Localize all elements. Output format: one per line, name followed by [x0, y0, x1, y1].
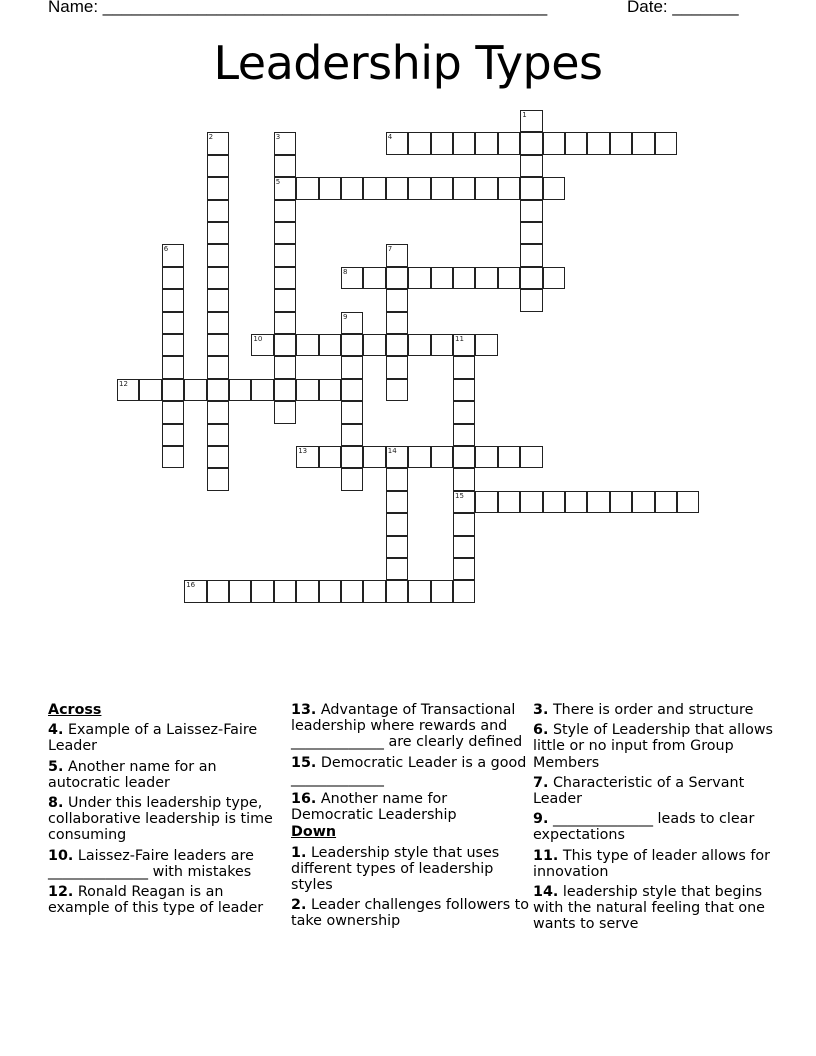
- grid-cell[interactable]: [386, 558, 408, 580]
- grid-cell[interactable]: [341, 468, 363, 490]
- clue-down-1: 1. Leadership style that uses different types of leadership styles: [291, 844, 500, 894]
- grid-cell[interactable]: [162, 424, 184, 446]
- clue-down-9: 9. ______________ leads to clear expectations: [533, 811, 755, 844]
- grid-cell[interactable]: [363, 177, 385, 199]
- grid-cell[interactable]: [363, 334, 385, 356]
- grid-cell[interactable]: [386, 446, 408, 468]
- grid-cell[interactable]: [475, 334, 497, 356]
- clue-number: 6: [163, 245, 169, 254]
- grid-cell[interactable]: [341, 312, 363, 334]
- grid-cell[interactable]: [453, 379, 475, 401]
- grid-cell[interactable]: [207, 580, 229, 602]
- grid-cell[interactable]: [610, 132, 632, 154]
- grid-cell[interactable]: [162, 334, 184, 356]
- grid-cell[interactable]: [207, 334, 229, 356]
- grid-cell[interactable]: [207, 424, 229, 446]
- grid-cell[interactable]: [274, 200, 296, 222]
- grid-cell[interactable]: [453, 334, 475, 356]
- grid-cell[interactable]: [207, 401, 229, 423]
- grid-cell[interactable]: [520, 132, 542, 154]
- grid-cell[interactable]: [431, 446, 453, 468]
- grid-cell[interactable]: [207, 289, 229, 311]
- grid-cell[interactable]: [207, 222, 229, 244]
- grid-cell[interactable]: [207, 267, 229, 289]
- clue-number: 8: [343, 267, 348, 276]
- grid-cell[interactable]: [274, 267, 296, 289]
- grid-cell[interactable]: [453, 424, 475, 446]
- grid-cell[interactable]: [610, 491, 632, 513]
- grid-cell[interactable]: [139, 379, 161, 401]
- grid-cell[interactable]: [431, 334, 453, 356]
- grid-cell[interactable]: [520, 110, 542, 132]
- grid-cell[interactable]: [274, 177, 296, 199]
- clue-number: 9: [343, 312, 348, 321]
- grid-cell[interactable]: [341, 334, 363, 356]
- grid-cell[interactable]: [162, 401, 184, 423]
- grid-cell[interactable]: [162, 267, 184, 289]
- grid-cell[interactable]: [207, 356, 229, 378]
- clue-across-10: 10. Laissez-Faire leaders are ______________ with mistakes: [48, 847, 254, 880]
- down-heading: Down: [291, 824, 337, 841]
- grid-cell[interactable]: [274, 580, 296, 602]
- grid-cell[interactable]: [386, 491, 408, 513]
- grid-cell[interactable]: [296, 177, 318, 199]
- grid-cell[interactable]: [408, 580, 430, 602]
- grid-cell[interactable]: [207, 132, 229, 154]
- clue-column-1: [48, 702, 288, 920]
- grid-cell[interactable]: [475, 491, 497, 513]
- grid-cell[interactable]: [207, 312, 229, 334]
- grid-cell[interactable]: [274, 289, 296, 311]
- grid-cell[interactable]: [251, 580, 273, 602]
- grid-cell[interactable]: [341, 424, 363, 446]
- grid-cell[interactable]: [319, 446, 341, 468]
- grid-cell[interactable]: [498, 267, 520, 289]
- grid-cell[interactable]: [498, 132, 520, 154]
- grid-cell[interactable]: [587, 132, 609, 154]
- grid-cell[interactable]: [408, 267, 430, 289]
- grid-cell[interactable]: [229, 580, 251, 602]
- grid-cell[interactable]: [408, 334, 430, 356]
- clue-number: 2: [208, 133, 214, 142]
- grid-cell[interactable]: [184, 580, 206, 602]
- grid-cell[interactable]: [207, 177, 229, 199]
- grid-cell[interactable]: [543, 267, 565, 289]
- grid-cell[interactable]: [498, 491, 520, 513]
- grid-cell[interactable]: [229, 379, 251, 401]
- grid-cell[interactable]: [453, 356, 475, 378]
- grid-cell[interactable]: [520, 491, 542, 513]
- grid-cell[interactable]: [117, 379, 139, 401]
- grid-cell[interactable]: [565, 491, 587, 513]
- grid-cell[interactable]: [453, 558, 475, 580]
- grid-cell[interactable]: [632, 491, 654, 513]
- grid-cell[interactable]: [408, 177, 430, 199]
- grid-cell[interactable]: [363, 446, 385, 468]
- grid-cell[interactable]: [498, 446, 520, 468]
- grid-cell[interactable]: [386, 267, 408, 289]
- grid-cell[interactable]: [341, 356, 363, 378]
- grid-cell[interactable]: [319, 334, 341, 356]
- clue-number: 5: [275, 178, 281, 187]
- date-field[interactable]: Date: _______: [627, 0, 739, 16]
- grid-cell[interactable]: [520, 222, 542, 244]
- grid-cell[interactable]: [207, 200, 229, 222]
- grid-cell[interactable]: [386, 177, 408, 199]
- grid-cell[interactable]: [341, 177, 363, 199]
- clue-number: 13: [298, 447, 308, 455]
- clue-across-4: 4. Example of a Laissez-Faire Leader: [48, 722, 258, 755]
- grid-cell[interactable]: [184, 379, 206, 401]
- grid-cell[interactable]: [408, 446, 430, 468]
- grid-cell[interactable]: [162, 379, 184, 401]
- grid-cell[interactable]: [431, 177, 453, 199]
- grid-cell[interactable]: [386, 356, 408, 378]
- grid-cell[interactable]: [274, 244, 296, 266]
- grid-cell[interactable]: [162, 446, 184, 468]
- grid-cell[interactable]: [475, 132, 497, 154]
- clue-number: 10: [253, 335, 263, 343]
- grid-cell[interactable]: [386, 468, 408, 490]
- clue-down-11: 11. This type of leader allows for innovation: [533, 847, 771, 880]
- clue-across-16: 16. Another name for Democratic Leadership: [291, 791, 457, 824]
- grid-cell[interactable]: [543, 177, 565, 199]
- grid-cell[interactable]: [207, 379, 229, 401]
- clue-number: 7: [387, 245, 393, 254]
- clue-across-8: 8. Under this leadership type, collaborative leadership is time consuming: [48, 795, 273, 844]
- grid-cell[interactable]: [207, 155, 229, 177]
- grid-cell[interactable]: [207, 468, 229, 490]
- grid-cell[interactable]: [274, 401, 296, 423]
- grid-cell[interactable]: [319, 177, 341, 199]
- grid-cell[interactable]: [498, 177, 520, 199]
- grid-cell[interactable]: [274, 379, 296, 401]
- clue-across-5: 5. Another name for an autocratic leader: [48, 758, 217, 791]
- page-title: Leadership Types: [213, 36, 603, 90]
- grid-cell[interactable]: [274, 155, 296, 177]
- clue-across-13: 13. Advantage of Transactional leadership where rewards and _____________ are clearly defined: [291, 702, 523, 751]
- clue-down-7: 7. Characteristic of a Servant Leader: [533, 774, 745, 808]
- grid-cell[interactable]: [453, 536, 475, 558]
- worksheet-header: [48, 0, 739, 17]
- grid-cell[interactable]: [475, 446, 497, 468]
- clue-number: 15: [455, 491, 464, 500]
- clue-across-15: 15. Democratic Leader is a good _____________: [291, 754, 527, 787]
- grid-cell[interactable]: [296, 580, 318, 602]
- grid-cell[interactable]: [386, 289, 408, 311]
- grid-cell[interactable]: [341, 267, 363, 289]
- grid-cell[interactable]: [274, 222, 296, 244]
- grid-cell[interactable]: [341, 379, 363, 401]
- clue-number: 4: [387, 133, 393, 142]
- grid-cell[interactable]: [207, 446, 229, 468]
- grid-cell[interactable]: [162, 356, 184, 378]
- grid-cell[interactable]: [296, 446, 318, 468]
- clue-number: 12: [119, 379, 128, 388]
- grid-cell[interactable]: [386, 379, 408, 401]
- grid-cell[interactable]: [274, 132, 296, 154]
- grid-cell[interactable]: [274, 312, 296, 334]
- grid-cell[interactable]: [386, 244, 408, 266]
- grid-cell[interactable]: [319, 379, 341, 401]
- grid-cell[interactable]: [520, 200, 542, 222]
- grid-cell[interactable]: [543, 491, 565, 513]
- grid-cell[interactable]: [453, 401, 475, 423]
- clue-down-2: 2. Leader challenges followers to take ownership: [291, 897, 530, 930]
- grid-cell[interactable]: [453, 446, 475, 468]
- grid-cell[interactable]: [543, 132, 565, 154]
- grid-cell[interactable]: [453, 132, 475, 154]
- grid-cell[interactable]: [251, 334, 273, 356]
- crossword-grid: [117, 110, 717, 610]
- grid-cell[interactable]: [453, 513, 475, 535]
- name-field[interactable]: Name: _______________________________________________: [48, 0, 548, 16]
- clue-down-6: 6. Style of Leadership that allows little or no input from Group Members: [533, 722, 774, 771]
- grid-cell[interactable]: [475, 177, 497, 199]
- grid-cell[interactable]: [453, 468, 475, 490]
- clue-down-14: 14. leadership style that begins with the natural feeling that one wants to serve: [533, 884, 765, 933]
- grid-cell[interactable]: [520, 446, 542, 468]
- grid-cell[interactable]: [162, 289, 184, 311]
- grid-cell[interactable]: [386, 536, 408, 558]
- grid-cell[interactable]: [453, 491, 475, 513]
- clue-down-3: 3. There is order and structure: [533, 702, 754, 718]
- clue-number: 14: [387, 447, 397, 455]
- grid-cell[interactable]: [431, 580, 453, 602]
- grid-cell[interactable]: [677, 491, 699, 513]
- grid-cell[interactable]: [453, 177, 475, 199]
- clue-number: 1: [522, 111, 527, 119]
- grid-cell[interactable]: [386, 312, 408, 334]
- clue-number: 16: [186, 581, 196, 590]
- grid-cell[interactable]: [632, 132, 654, 154]
- grid-cell[interactable]: [296, 379, 318, 401]
- grid-cell[interactable]: [520, 244, 542, 266]
- grid-cell[interactable]: [520, 289, 542, 311]
- grid-cell[interactable]: [274, 334, 296, 356]
- grid-cell[interactable]: [408, 132, 430, 154]
- grid-cell[interactable]: [431, 132, 453, 154]
- grid-cell[interactable]: [162, 244, 184, 266]
- grid-cell[interactable]: [565, 132, 587, 154]
- grid-cell[interactable]: [162, 312, 184, 334]
- grid-cell[interactable]: [363, 267, 385, 289]
- grid-cell[interactable]: [386, 580, 408, 602]
- grid-cell[interactable]: [475, 267, 497, 289]
- grid-cell[interactable]: [386, 132, 408, 154]
- grid-cell[interactable]: [453, 580, 475, 602]
- clue-across-12: 12. Ronald Reagan is an example of this type of leader: [48, 884, 264, 917]
- clue-column-2: [291, 702, 531, 934]
- grid-cell[interactable]: [251, 379, 273, 401]
- grid-cell[interactable]: [431, 267, 453, 289]
- grid-cell[interactable]: [274, 356, 296, 378]
- grid-cell[interactable]: [386, 513, 408, 535]
- grid-cell[interactable]: [341, 580, 363, 602]
- grid-cell[interactable]: [207, 244, 229, 266]
- grid-cell[interactable]: [520, 177, 542, 199]
- clue-number: 11: [455, 335, 464, 343]
- grid-cell[interactable]: [587, 491, 609, 513]
- grid-cell[interactable]: [655, 491, 677, 513]
- across-heading: Across: [48, 702, 102, 718]
- grid-cell[interactable]: [520, 155, 542, 177]
- grid-cell[interactable]: [319, 580, 341, 602]
- grid-cell[interactable]: [296, 334, 318, 356]
- grid-cell[interactable]: [341, 446, 363, 468]
- clue-number: 3: [275, 133, 281, 142]
- grid-cell[interactable]: [453, 267, 475, 289]
- grid-cell[interactable]: [363, 580, 385, 602]
- grid-cell[interactable]: [520, 267, 542, 289]
- grid-cell[interactable]: [655, 132, 677, 154]
- clue-column-3: [533, 702, 773, 937]
- grid-cell[interactable]: [386, 334, 408, 356]
- grid-cell[interactable]: [341, 401, 363, 423]
